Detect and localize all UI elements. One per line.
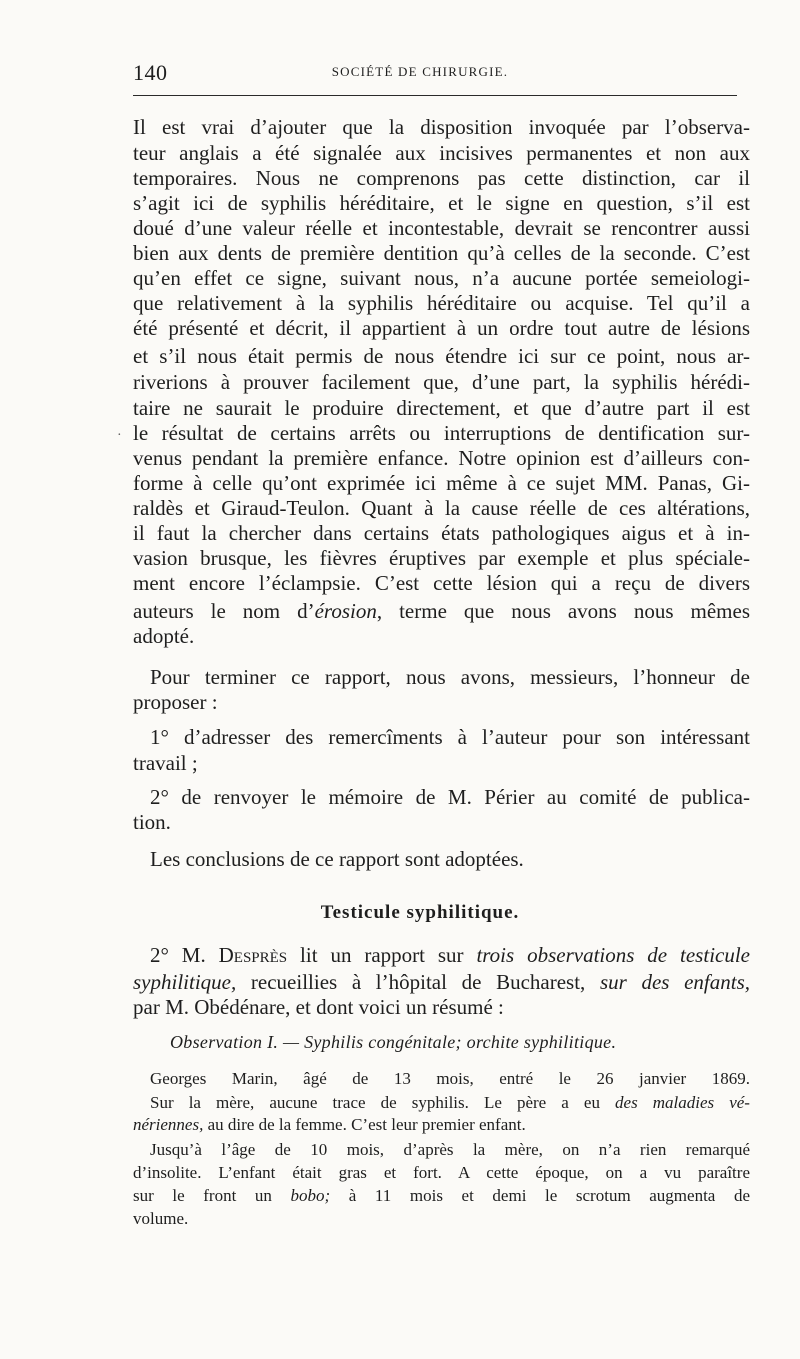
text-line: proposer : bbox=[133, 690, 218, 714]
text-line: forme à celle qu’ont exprimée ici même à ce sujet MM. Panas, Gi- bbox=[133, 471, 750, 495]
emphasis-title: trois observations de testicule bbox=[476, 943, 750, 967]
text-line bbox=[133, 598, 750, 624]
text-line: d’insolite. L’enfant était gras et fort. A cette époque, on a vu paraître bbox=[133, 1163, 750, 1182]
text-line: bien aux dents de première dentition qu’à celles de la seconde. C’est bbox=[133, 241, 750, 265]
text-line: 2° de renvoyer le mémoire de M. Périer au comité de publica- bbox=[150, 785, 750, 809]
text-run: à 11 mois et demi le scrotum augmenta de bbox=[330, 1186, 750, 1205]
text-run: au dire de la femme. C’est leur premier enfant. bbox=[203, 1115, 526, 1134]
text-line: par M. Obédénare, et dont voici un résumé : bbox=[133, 995, 504, 1019]
emphasis-text: nériennes, bbox=[133, 1115, 204, 1134]
author-name: Desprès bbox=[218, 943, 288, 967]
text-line: volume. bbox=[133, 1209, 189, 1228]
margin-dot: · bbox=[117, 428, 122, 443]
header-rule bbox=[133, 95, 737, 96]
emphasis-text: bobo; bbox=[290, 1186, 331, 1205]
emphasis-erosion: érosion bbox=[314, 599, 377, 623]
text-line: raldès et Giraud-Teulon. Quant à la cause réelle de ces altérations, bbox=[133, 496, 750, 520]
text-line: Les conclusions de ce rapport sont adoptées. bbox=[150, 847, 524, 871]
text-line: ment encore l’éclampsie. C’est cette lésion qui a reçu de divers bbox=[133, 571, 750, 595]
text-line: doué d’une valeur réelle et incontestable, devrait se rencontrer aussi bbox=[133, 216, 750, 240]
page-number: 140 bbox=[133, 60, 168, 85]
text-line: le résultat de certains arrêts ou interruptions de dentification sur- bbox=[133, 421, 750, 445]
text-line bbox=[150, 942, 750, 968]
text-line: s’agit ici de syphilis héréditaire, et le signe en question, s’il est bbox=[133, 191, 750, 215]
text-line: été présenté et décrit, il appartient à un ordre tout autre de lésions bbox=[133, 316, 750, 340]
text-line bbox=[133, 1185, 750, 1207]
text-line: Jusqu’à l’âge de 10 mois, d’après la mère, on n’a rien remarqué bbox=[150, 1140, 750, 1159]
text-run: auteurs le nom d’ bbox=[133, 599, 315, 623]
emphasis-subjects: sur des enfants, bbox=[599, 970, 750, 994]
text-line bbox=[133, 1114, 750, 1136]
text-run: Sur la mère, aucune trace de syphilis. Le père a eu bbox=[150, 1093, 616, 1112]
text-run: recueillies à l’hôpital de Bucharest, bbox=[236, 970, 600, 994]
text-line: qu’en effet ce signe, suivant nous, n’a aucune portée semeiologi- bbox=[133, 266, 750, 290]
text-run: sur le front un bbox=[133, 1186, 291, 1205]
text-line: et s’il nous était permis de nous étendre ici sur ce point, nous ar- bbox=[133, 344, 750, 368]
text-line: riverions à prouver facilement que, d’une part, la syphilis hérédi- bbox=[133, 370, 750, 394]
emphasis-title: syphilitique, bbox=[133, 970, 237, 994]
text-run: , terme que nous avons nous mêmes bbox=[376, 599, 750, 623]
text-line bbox=[133, 969, 750, 995]
text-line: adopté. bbox=[133, 624, 195, 648]
text-line: teur anglais a été signalée aux incisives permanentes et non aux bbox=[133, 141, 750, 165]
section-heading: Testicule syphilitique. bbox=[320, 902, 520, 923]
text-line: il faut la chercher dans certains états pathologiques aigus et à in- bbox=[133, 521, 750, 545]
text-line: tion. bbox=[133, 810, 171, 834]
text-line: taire ne saurait le produire directement, et que d’autre part il est bbox=[133, 396, 750, 420]
text-line: 1° d’adresser des remercîments à l’auteur pour son intéressant bbox=[150, 725, 750, 749]
text-line: temporaires. Nous ne comprenons pas cette distinction, car il bbox=[133, 166, 750, 190]
emphasis-text: des maladies vé- bbox=[615, 1093, 750, 1112]
text-line: venus pendant la première enfance. Notre opinion est d’ailleurs con- bbox=[133, 446, 750, 470]
text-line: Georges Marin, âgé de 13 mois, entré le 26 janvier 1869. bbox=[150, 1069, 750, 1088]
text-line bbox=[150, 1092, 750, 1114]
text-run: 2° M. bbox=[150, 943, 219, 967]
text-line: Pour terminer ce rapport, nous avons, messieurs, l’honneur de bbox=[150, 665, 750, 689]
text-line: Il est vrai d’ajouter que la disposition invoquée par l’observa- bbox=[133, 115, 750, 139]
text-line: que relativement à la syphilis héréditaire ou acquise. Tel qu’il a bbox=[133, 291, 750, 315]
text-run: lit un rapport sur bbox=[287, 943, 477, 967]
observation-title: Observation I. — Syphilis congénitale; orchite syphilitique. bbox=[170, 1032, 617, 1052]
text-line: travail ; bbox=[133, 751, 198, 775]
text-line: vasion brusque, les fièvres éruptives par exemple et plus spéciale- bbox=[133, 546, 750, 570]
running-head: SOCIÉTÉ DE CHIRURGIE. bbox=[331, 64, 509, 79]
